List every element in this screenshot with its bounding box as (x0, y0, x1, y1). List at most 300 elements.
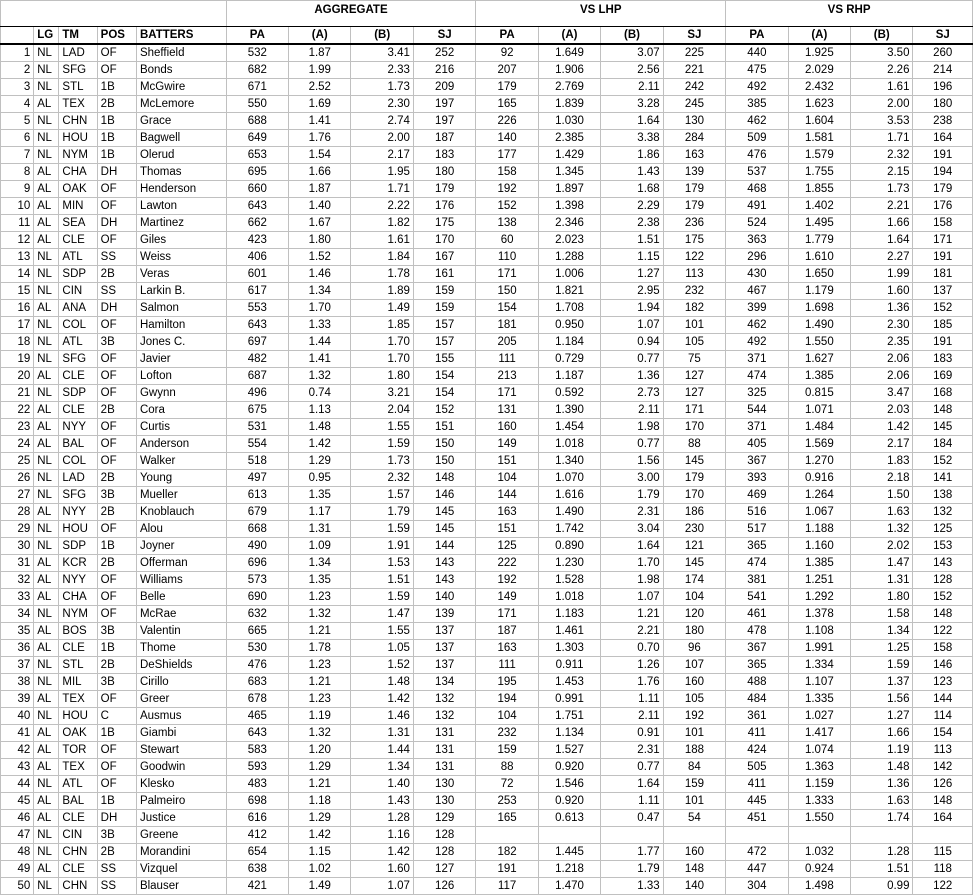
lhp-b-cell: 2.73 (601, 385, 663, 402)
lhp-a-cell: 2.385 (538, 130, 600, 147)
aggregate-b-cell: 1.42 (351, 844, 413, 861)
table-row (1, 368, 973, 385)
league-cell: NL (34, 266, 59, 283)
table-row (1, 181, 973, 198)
lhp-a-cell: 1.183 (538, 606, 600, 623)
team-cell: BOS (59, 623, 97, 640)
batter-name-cell: Anderson (136, 436, 226, 453)
lhp-a-cell: 1.751 (538, 708, 600, 725)
lhp-pa-cell: 104 (476, 708, 538, 725)
lhp-b-header: (B) (601, 27, 663, 45)
table-row (1, 776, 973, 793)
rhp-sj-header: SJ (913, 27, 973, 45)
position-cell: OF (97, 572, 136, 589)
rhp-b-cell: 1.27 (851, 708, 913, 725)
aggregate-sj-cell: 151 (413, 419, 475, 436)
aggregate-sj-cell: 157 (413, 317, 475, 334)
batter-name-cell: Stewart (136, 742, 226, 759)
position-cell: C (97, 708, 136, 725)
league-cell: NL (34, 878, 59, 895)
team-cell: NYM (59, 147, 97, 164)
rhp-a-cell: 1.627 (788, 351, 850, 368)
lhp-pa-cell: 72 (476, 776, 538, 793)
group-header-vs-rhp: VS RHP (726, 1, 973, 27)
batter-name-cell: Lofton (136, 368, 226, 385)
lhp-a-cell: 0.950 (538, 317, 600, 334)
rank-cell: 38 (1, 674, 34, 691)
lhp-b-cell: 0.77 (601, 436, 663, 453)
rhp-sj-cell (913, 827, 973, 844)
team-cell: NYY (59, 572, 97, 589)
aggregate-a-cell: 1.29 (289, 759, 351, 776)
position-cell: OF (97, 232, 136, 249)
rhp-pa-cell: 462 (726, 317, 788, 334)
aggregate-b-cell: 2.00 (351, 130, 413, 147)
lhp-pa-cell: 165 (476, 810, 538, 827)
rhp-a-cell: 0.815 (788, 385, 850, 402)
lhp-a-cell: 1.429 (538, 147, 600, 164)
rank-cell: 37 (1, 657, 34, 674)
position-cell: OF (97, 759, 136, 776)
lhp-a-cell: 1.839 (538, 96, 600, 113)
position-cell: 1B (97, 79, 136, 96)
lhp-b-cell: 2.11 (601, 402, 663, 419)
aggregate-b-cell: 1.55 (351, 419, 413, 436)
lhp-a-cell: 0.920 (538, 793, 600, 810)
table-row (1, 623, 973, 640)
team-cell: TOR (59, 742, 97, 759)
aggregate-pa-cell: 660 (226, 181, 288, 198)
lhp-a-cell: 1.390 (538, 402, 600, 419)
table-row (1, 674, 973, 691)
batter-name-cell: Henderson (136, 181, 226, 198)
rhp-sj-cell: 191 (913, 334, 973, 351)
aggregate-b-cell: 1.16 (351, 827, 413, 844)
aggregate-a-cell: 1.32 (289, 606, 351, 623)
rhp-b-cell: 2.15 (851, 164, 913, 181)
rhp-b-cell: 1.73 (851, 181, 913, 198)
lhp-a-cell: 1.345 (538, 164, 600, 181)
aggregate-pa-cell: 490 (226, 538, 288, 555)
lhp-a-cell: 1.006 (538, 266, 600, 283)
lhp-b-cell: 0.47 (601, 810, 663, 827)
rhp-sj-cell: 164 (913, 810, 973, 827)
team-cell: BAL (59, 793, 97, 810)
rhp-pa-cell: 478 (726, 623, 788, 640)
lhp-pa-cell (476, 827, 538, 844)
position-cell: DH (97, 300, 136, 317)
rhp-a-cell: 1.385 (788, 555, 850, 572)
lhp-a-cell: 2.023 (538, 232, 600, 249)
table-row (1, 487, 973, 504)
rank-cell: 5 (1, 113, 34, 130)
rank-cell: 17 (1, 317, 34, 334)
table-row (1, 878, 973, 895)
aggregate-b-cell: 1.48 (351, 674, 413, 691)
league-cell: AL (34, 759, 59, 776)
lhp-sj-cell: 121 (663, 538, 725, 555)
position-cell: OF (97, 742, 136, 759)
lhp-sj-cell: 105 (663, 691, 725, 708)
aggregate-a-cell: 1.02 (289, 861, 351, 878)
aggregate-pa-cell: 696 (226, 555, 288, 572)
lhp-pa-cell: 207 (476, 62, 538, 79)
lhp-a-cell: 0.911 (538, 657, 600, 674)
lhp-a-cell: 1.461 (538, 623, 600, 640)
table-row (1, 640, 973, 657)
aggregate-b-cell: 1.28 (351, 810, 413, 827)
rhp-b-cell: 3.53 (851, 113, 913, 130)
rhp-pa-cell: 505 (726, 759, 788, 776)
lhp-b-cell: 1.70 (601, 555, 663, 572)
aggregate-pa-cell: 638 (226, 861, 288, 878)
rank-cell: 44 (1, 776, 34, 793)
rank-cell: 34 (1, 606, 34, 623)
aggregate-sj-cell: 154 (413, 385, 475, 402)
batter-name-cell: Young (136, 470, 226, 487)
batter-name-cell: Lawton (136, 198, 226, 215)
position-cell: OF (97, 419, 136, 436)
team-header: TM (59, 27, 97, 45)
rank-cell: 42 (1, 742, 34, 759)
team-cell: OAK (59, 181, 97, 198)
batters-header: BATTERS (136, 27, 226, 45)
team-cell: CLE (59, 640, 97, 657)
team-cell: COL (59, 317, 97, 334)
lhp-b-cell: 1.98 (601, 572, 663, 589)
lhp-a-cell: 1.288 (538, 249, 600, 266)
batter-name-cell: Valentin (136, 623, 226, 640)
rank-cell: 14 (1, 266, 34, 283)
rhp-a-cell: 1.251 (788, 572, 850, 589)
lhp-a-cell: 1.742 (538, 521, 600, 538)
league-cell: AL (34, 742, 59, 759)
rhp-sj-cell: 143 (913, 555, 973, 572)
aggregate-pa-cell: 482 (226, 351, 288, 368)
batter-name-cell: Gwynn (136, 385, 226, 402)
rhp-pa-cell: 296 (726, 249, 788, 266)
league-cell: AL (34, 861, 59, 878)
aggregate-a-cell: 1.44 (289, 334, 351, 351)
table-row (1, 453, 973, 470)
lhp-a-cell: 1.187 (538, 368, 600, 385)
aggregate-a-cell: 1.19 (289, 708, 351, 725)
aggregate-pa-cell: 412 (226, 827, 288, 844)
aggregate-a-cell: 0.95 (289, 470, 351, 487)
aggregate-a-cell: 1.99 (289, 62, 351, 79)
batter-name-cell: Javier (136, 351, 226, 368)
lhp-pa-cell: 163 (476, 504, 538, 521)
team-cell: STL (59, 79, 97, 96)
lhp-b-cell: 1.51 (601, 232, 663, 249)
lhp-sj-cell (663, 827, 725, 844)
lhp-pa-cell: 150 (476, 283, 538, 300)
batter-name-cell: Weiss (136, 249, 226, 266)
league-cell: NL (34, 657, 59, 674)
lhp-b-cell: 1.07 (601, 317, 663, 334)
rhp-b-cell: 1.64 (851, 232, 913, 249)
position-cell: OF (97, 691, 136, 708)
aggregate-a-cell: 2.52 (289, 79, 351, 96)
position-cell: SS (97, 878, 136, 895)
lhp-pa-cell: 151 (476, 453, 538, 470)
lhp-b-cell: 1.56 (601, 453, 663, 470)
table-row (1, 283, 973, 300)
rhp-pa-cell: 492 (726, 334, 788, 351)
aggregate-pa-cell: 583 (226, 742, 288, 759)
aggregate-pa-cell: 654 (226, 844, 288, 861)
aggregate-pa-cell: 632 (226, 606, 288, 623)
position-cell: 1B (97, 725, 136, 742)
rhp-sj-cell: 191 (913, 249, 973, 266)
aggregate-sj-cell: 161 (413, 266, 475, 283)
rhp-a-cell: 1.074 (788, 742, 850, 759)
batter-name-cell: Cora (136, 402, 226, 419)
batter-name-cell: Martinez (136, 215, 226, 232)
aggregate-sj-cell: 127 (413, 861, 475, 878)
lhp-b-cell: 1.64 (601, 776, 663, 793)
lhp-sj-cell: 139 (663, 164, 725, 181)
lhp-sj-cell: 122 (663, 249, 725, 266)
lhp-a-cell: 1.018 (538, 589, 600, 606)
rhp-sj-cell: 137 (913, 283, 973, 300)
rhp-sj-cell: 181 (913, 266, 973, 283)
rhp-b-cell: 1.63 (851, 504, 913, 521)
rhp-pa-cell: 424 (726, 742, 788, 759)
league-cell: AL (34, 810, 59, 827)
rhp-pa-cell: 484 (726, 691, 788, 708)
group-header-vs-lhp: VS LHP (476, 1, 726, 27)
table-row (1, 266, 973, 283)
aggregate-b-cell: 2.30 (351, 96, 413, 113)
rhp-b-cell: 1.51 (851, 861, 913, 878)
lhp-pa-cell: 177 (476, 147, 538, 164)
batter-name-cell: Greene (136, 827, 226, 844)
rhp-sj-cell: 125 (913, 521, 973, 538)
rhp-a-cell: 1.550 (788, 810, 850, 827)
rhp-sj-cell: 144 (913, 691, 973, 708)
lhp-pa-cell: 179 (476, 79, 538, 96)
aggregate-a-cell: 1.69 (289, 96, 351, 113)
rhp-a-cell: 1.581 (788, 130, 850, 147)
rhp-a-cell: 1.292 (788, 589, 850, 606)
league-cell: AL (34, 368, 59, 385)
aggregate-sj-cell: 130 (413, 793, 475, 810)
aggregate-sj-cell: 150 (413, 453, 475, 470)
aggregate-pa-cell: 613 (226, 487, 288, 504)
rhp-b-cell: 1.63 (851, 793, 913, 810)
aggregate-a-cell: 1.66 (289, 164, 351, 181)
rhp-sj-cell: 114 (913, 708, 973, 725)
position-cell: 2B (97, 96, 136, 113)
aggregate-a-cell: 1.33 (289, 317, 351, 334)
rhp-sj-cell: 214 (913, 62, 973, 79)
aggregate-a-cell: 1.31 (289, 521, 351, 538)
lhp-a-cell: 0.920 (538, 759, 600, 776)
rank-cell: 32 (1, 572, 34, 589)
rhp-b-cell: 3.47 (851, 385, 913, 402)
position-cell: 2B (97, 470, 136, 487)
table-row (1, 164, 973, 181)
rhp-pa-cell: 537 (726, 164, 788, 181)
rhp-pa-cell: 363 (726, 232, 788, 249)
league-cell: NL (34, 827, 59, 844)
rhp-pa-cell: 361 (726, 708, 788, 725)
team-cell: BAL (59, 436, 97, 453)
lhp-pa-cell: 149 (476, 436, 538, 453)
batter-name-cell: McLemore (136, 96, 226, 113)
lhp-b-cell: 2.95 (601, 283, 663, 300)
position-cell: 3B (97, 487, 136, 504)
lhp-b-cell: 0.77 (601, 759, 663, 776)
lhp-pa-cell: 104 (476, 470, 538, 487)
table-row (1, 708, 973, 725)
team-cell: LAD (59, 470, 97, 487)
lhp-b-cell: 0.94 (601, 334, 663, 351)
table-row (1, 334, 973, 351)
rhp-a-cell: 1.484 (788, 419, 850, 436)
batter-name-cell: Veras (136, 266, 226, 283)
rhp-b-cell: 1.36 (851, 776, 913, 793)
league-header: LG (34, 27, 59, 45)
table-row (1, 742, 973, 759)
lhp-a-cell: 1.445 (538, 844, 600, 861)
position-cell: SS (97, 283, 136, 300)
table-row (1, 113, 973, 130)
rhp-b-cell: 1.56 (851, 691, 913, 708)
rhp-pa-cell: 488 (726, 674, 788, 691)
league-cell: NL (34, 147, 59, 164)
league-cell: AL (34, 572, 59, 589)
rhp-a-cell: 1.623 (788, 96, 850, 113)
lhp-a-cell: 1.018 (538, 436, 600, 453)
position-cell: SS (97, 861, 136, 878)
lhp-sj-cell: 120 (663, 606, 725, 623)
rhp-sj-cell: 169 (913, 368, 973, 385)
position-cell: 3B (97, 674, 136, 691)
aggregate-sj-cell: 179 (413, 181, 475, 198)
rank-cell: 40 (1, 708, 34, 725)
lhp-b-cell: 1.79 (601, 861, 663, 878)
aggregate-pa-cell: 530 (226, 640, 288, 657)
aggregate-sj-cell: 128 (413, 844, 475, 861)
aggregate-pa-cell: 643 (226, 725, 288, 742)
rhp-b-cell: 1.37 (851, 674, 913, 691)
team-cell: TEX (59, 691, 97, 708)
table-row (1, 385, 973, 402)
rank-cell: 24 (1, 436, 34, 453)
table-row (1, 249, 973, 266)
aggregate-pa-cell: 421 (226, 878, 288, 895)
lhp-b-cell: 1.15 (601, 249, 663, 266)
rhp-sj-cell: 115 (913, 844, 973, 861)
league-cell: AL (34, 215, 59, 232)
aggregate-a-cell: 1.18 (289, 793, 351, 810)
lhp-pa-cell: 144 (476, 487, 538, 504)
rank-cell: 19 (1, 351, 34, 368)
rhp-b-cell: 0.99 (851, 878, 913, 895)
aggregate-sj-cell: 137 (413, 657, 475, 674)
batter-name-cell: Giles (136, 232, 226, 249)
rhp-a-cell: 1.270 (788, 453, 850, 470)
team-cell: CLE (59, 368, 97, 385)
position-cell: OF (97, 606, 136, 623)
rhp-sj-cell: 153 (913, 538, 973, 555)
aggregate-a-cell: 1.32 (289, 368, 351, 385)
lhp-pa-cell: 213 (476, 368, 538, 385)
rank-cell: 16 (1, 300, 34, 317)
rhp-b-cell: 1.25 (851, 640, 913, 657)
lhp-pa-cell: 110 (476, 249, 538, 266)
aggregate-pa-cell: 678 (226, 691, 288, 708)
aggregate-sj-cell: 131 (413, 759, 475, 776)
rhp-b-cell: 1.19 (851, 742, 913, 759)
lhp-sj-cell: 113 (663, 266, 725, 283)
team-cell: CLE (59, 810, 97, 827)
batter-name-cell: Cirillo (136, 674, 226, 691)
team-cell: KCR (59, 555, 97, 572)
lhp-sj-cell: 160 (663, 844, 725, 861)
lhp-b-cell: 1.27 (601, 266, 663, 283)
rank-cell: 1 (1, 44, 34, 62)
rhp-a-cell: 1.604 (788, 113, 850, 130)
aggregate-sj-cell: 131 (413, 742, 475, 759)
team-cell: SFG (59, 62, 97, 79)
rhp-a-cell: 1.417 (788, 725, 850, 742)
rank-cell: 47 (1, 827, 34, 844)
aggregate-b-cell: 1.71 (351, 181, 413, 198)
lhp-pa-cell: 232 (476, 725, 538, 742)
rhp-a-cell: 1.402 (788, 198, 850, 215)
aggregate-b-cell: 1.07 (351, 878, 413, 895)
aggregate-a-cell: 1.46 (289, 266, 351, 283)
rhp-a-cell: 1.925 (788, 44, 850, 62)
lhp-b-cell: 2.56 (601, 62, 663, 79)
aggregate-a-cell: 1.21 (289, 776, 351, 793)
rhp-pa-cell: 405 (726, 436, 788, 453)
batter-name-cell: Jones C. (136, 334, 226, 351)
league-cell: AL (34, 623, 59, 640)
rank-cell: 20 (1, 368, 34, 385)
lhp-b-cell: 1.43 (601, 164, 663, 181)
aggregate-b-cell: 1.40 (351, 776, 413, 793)
rhp-b-cell: 1.83 (851, 453, 913, 470)
position-header: POS (97, 27, 136, 45)
table-row (1, 861, 973, 878)
lhp-b-cell: 0.77 (601, 351, 663, 368)
team-cell: NYY (59, 419, 97, 436)
lhp-sj-cell: 245 (663, 96, 725, 113)
batter-name-cell: Williams (136, 572, 226, 589)
aggregate-b-cell: 1.95 (351, 164, 413, 181)
rhp-b-cell: 1.47 (851, 555, 913, 572)
rhp-b-cell: 1.80 (851, 589, 913, 606)
league-cell: AL (34, 555, 59, 572)
lhp-pa-cell: 182 (476, 844, 538, 861)
lhp-b-cell: 3.38 (601, 130, 663, 147)
aggregate-sj-cell: 159 (413, 300, 475, 317)
table-row (1, 44, 973, 62)
rhp-sj-cell: 152 (913, 589, 973, 606)
lhp-pa-cell: 125 (476, 538, 538, 555)
batter-name-cell: Justice (136, 810, 226, 827)
lhp-a-cell: 1.070 (538, 470, 600, 487)
lhp-pa-cell: 171 (476, 385, 538, 402)
lhp-sj-cell: 88 (663, 436, 725, 453)
lhp-pa-cell: 187 (476, 623, 538, 640)
lhp-pa-cell: 163 (476, 640, 538, 657)
rhp-sj-cell: 148 (913, 402, 973, 419)
